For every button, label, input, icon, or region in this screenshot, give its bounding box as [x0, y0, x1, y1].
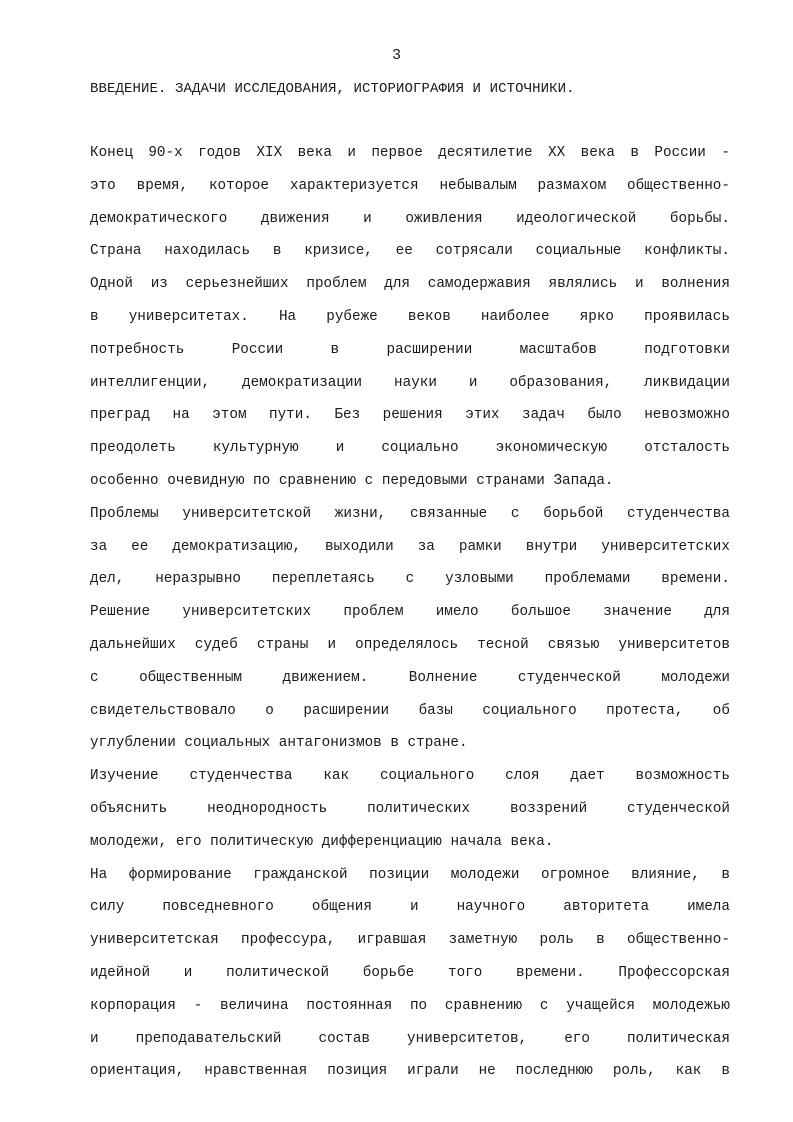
- text-line: Конец 90-х годов XIX века и первое десятилетие XX века в России -: [90, 145, 730, 161]
- text-line: объяснить неоднородность политических воззрений студенческой: [90, 800, 730, 817]
- text-line: На формирование гражданской позиции молодежи огромное влияние, в: [90, 866, 730, 883]
- text-line: особенно очевидную по сравнению с передовыми странами Запада.: [90, 472, 614, 489]
- text-line: свидетельствовало о расширении базы социального протеста, об: [90, 702, 730, 719]
- text-line: Решение университетских проблем имело большое значение для: [90, 604, 730, 621]
- text-line: и преподавательский состав университетов, его политическая: [90, 1030, 730, 1047]
- text-line: с общественным движением. Волнение студенческой молодежи: [90, 669, 730, 686]
- text-line: Изучение студенчества как социального слоя дает возможность: [90, 768, 730, 785]
- text-line: за ее демократизацию, выходили за рамки внутри университетских: [90, 538, 730, 555]
- body-text: [90, 143, 730, 1094]
- text-line: преград на этом пути. Без решения этих задач было невозможно: [90, 407, 730, 424]
- text-line: демократического движения и оживления идеологической борьбы.: [90, 210, 730, 227]
- text-line: дел, неразрывно переплетаясь с узловыми проблемами времени.: [90, 571, 730, 588]
- text-line: ориентация, нравственная позиция играли не последнюю роль, как в: [90, 1063, 730, 1080]
- text-line: интеллигенции, демократизации науки и образования, ликвидации: [90, 374, 730, 391]
- page-number: 3: [391, 47, 401, 64]
- section-heading: ВВЕДЕНИЕ. ЗАДАЧИ ИССЛЕДОВАНИЯ, ИСТОРИОГРАФИЯ И ИСТОЧНИКИ.: [90, 81, 575, 97]
- text-line: это время, которое характеризуется небывалым размахом общественно-: [90, 177, 730, 194]
- text-line: силу повседневного общения и научного авторитета имела: [90, 899, 730, 916]
- text-line: молодежи, его политическую дифференциацию начала века.: [90, 833, 554, 850]
- text-line: потребность России в расширении масштабов подготовки: [90, 341, 730, 358]
- text-line: университетская профессура, игравшая заметную роль в общественно-: [90, 932, 730, 949]
- text-line: углублении социальных антагонизмов в стране.: [90, 735, 468, 752]
- text-line: идейной и политической борьбе того времени. Профессорская: [90, 964, 730, 981]
- text-line: дальнейших судеб страны и определялось тесной связью университетов: [90, 636, 730, 653]
- text-line: корпорация - величина постоянная по сравнению с учащейся молодежью: [90, 997, 730, 1014]
- text-line: Одной из серьезнейших проблем для самодержавия являлись и волнения: [90, 276, 730, 293]
- text-line: преодолеть культурную и социально экономическую отсталость: [90, 440, 730, 457]
- text-line: в университетах. На рубеже веков наиболее ярко проявилась: [90, 308, 730, 325]
- text-line: Страна находилась в кризисе, ее сотрясали социальные конфликты.: [90, 243, 730, 260]
- text-line: Проблемы университетской жизни, связанные с борьбой студенчества: [90, 505, 730, 522]
